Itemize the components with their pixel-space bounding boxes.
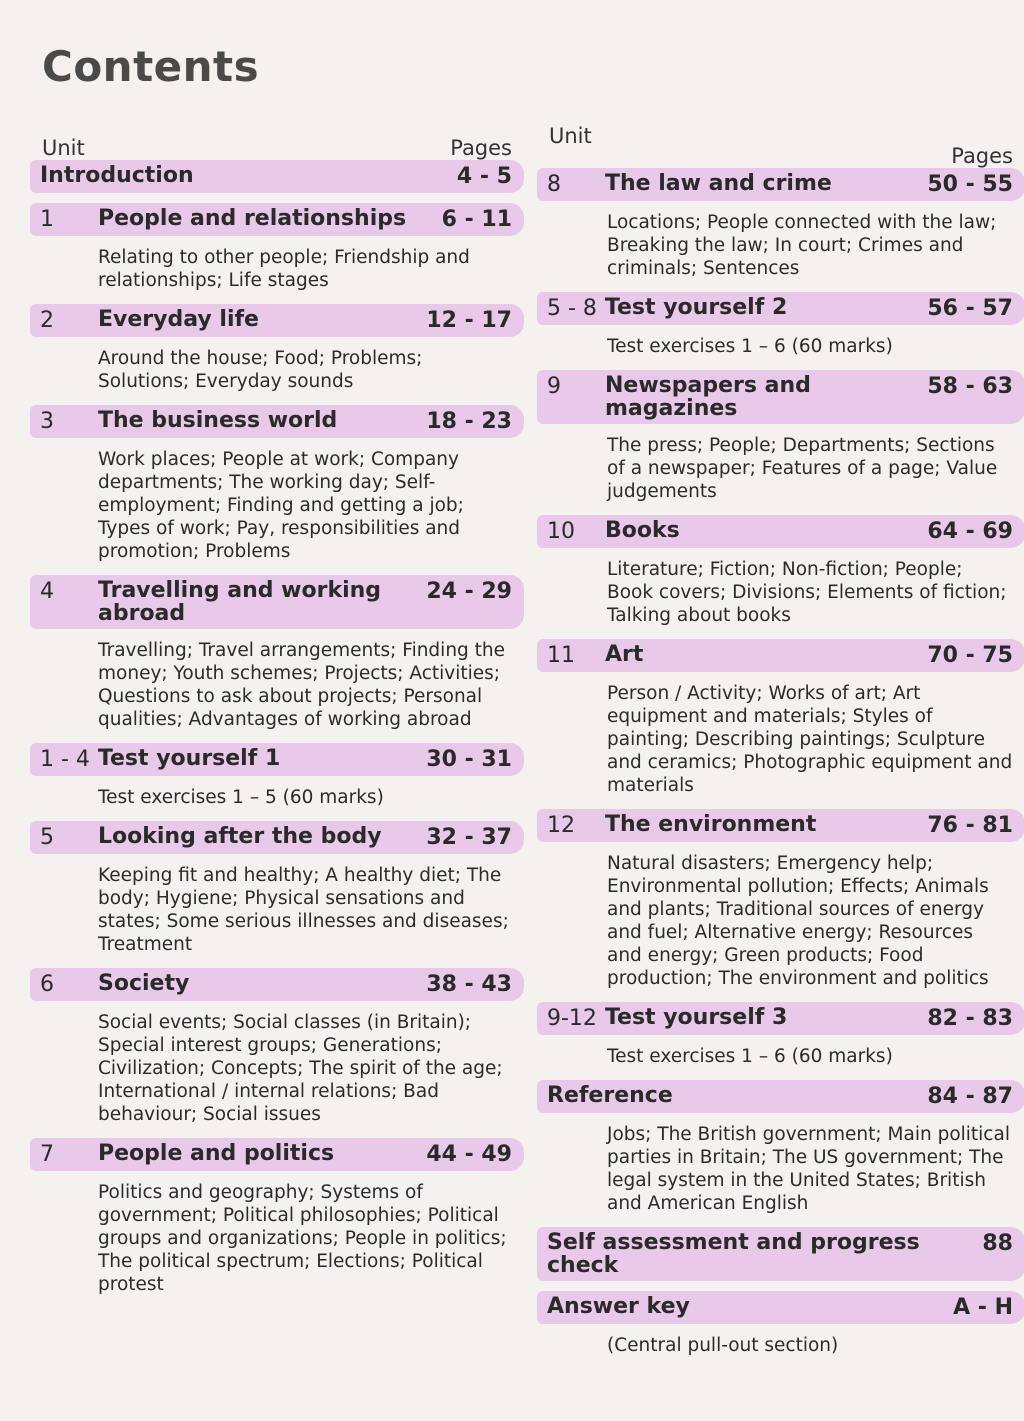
- unit-heading-bar: [537, 168, 1024, 201]
- unit-title: Reference: [547, 1083, 673, 1109]
- contents-entry: [537, 639, 1024, 809]
- page-range: 56 - 57: [927, 296, 1013, 321]
- unit-topics: Around the house; Food; Problems; Solutions; Everyday sounds: [98, 348, 423, 392]
- page-range: 70 - 75: [927, 643, 1013, 669]
- unit-number: 6: [40, 972, 54, 998]
- unit-heading-bar: [30, 405, 524, 438]
- unit-heading-bar: [30, 1138, 524, 1171]
- unit-title: Travelling and working abroad: [98, 578, 382, 627]
- unit-title: Introduction: [40, 163, 194, 188]
- unit-title: Society: [98, 971, 190, 997]
- contents-entry: [30, 743, 524, 821]
- unit-heading-bar: [537, 639, 1024, 672]
- page-range: 30 - 31: [426, 747, 512, 773]
- unit-topics: Social events; Social classes (in Britain); Special interest groups; Generations; Civilization; Concepts; The spirit of the age; International / internal relations; Bad behaviour; Social issues: [98, 1012, 503, 1126]
- unit-heading-bar: [30, 160, 524, 193]
- contents-entry: [537, 370, 1024, 515]
- unit-header: Unit: [549, 124, 592, 148]
- left-column-header: [30, 120, 524, 160]
- unit-topics: Relating to other people; Friendship and relationships; Life stages: [98, 247, 470, 291]
- unit-header: Unit: [42, 136, 85, 160]
- unit-title: Test yourself 3: [604, 1005, 788, 1031]
- page-range: 32 - 37: [426, 825, 512, 851]
- pages-header: Pages: [951, 144, 1013, 168]
- unit-title: Self assessment and progress check: [547, 1230, 920, 1279]
- unit-number: 1: [40, 207, 54, 232]
- unit-title: Test yourself 1: [97, 746, 281, 772]
- unit-heading-bar: [30, 575, 524, 629]
- unit-title: The business world: [98, 408, 338, 433]
- page-range: 88: [982, 1231, 1013, 1257]
- unit-title: Everyday life: [98, 307, 259, 332]
- contents-entry: [537, 1291, 1024, 1369]
- unit-heading-bar: [30, 304, 524, 337]
- unit-title: Answer key: [547, 1294, 690, 1320]
- page-range: 4 - 5: [456, 164, 512, 189]
- unit-number: 3: [40, 409, 54, 434]
- unit-topics: The press; People; Departments; Sections of a newspaper; Features of a page; Value judgements: [607, 435, 998, 503]
- contents-entry: [537, 168, 1024, 292]
- unit-heading-bar: [30, 743, 524, 776]
- unit-topics: Person / Activity; Works of art; Art equipment and materials; Styles of painting; Describing paintings; Sculpture and ceramics; Photographic equipment and materials: [607, 683, 1013, 797]
- unit-title: Art: [605, 642, 644, 668]
- unit-topics: Literature; Fiction; Non-fiction; People; Book covers; Divisions; Elements of fiction; Talking about books: [607, 559, 1007, 627]
- right-column-header: [537, 120, 1024, 168]
- page-range: 18 - 23: [426, 409, 512, 434]
- contents-entry: [537, 1002, 1024, 1080]
- unit-number: 5: [40, 825, 54, 851]
- unit-title: People and relationships: [98, 206, 407, 231]
- contents-entry: [30, 1138, 524, 1308]
- unit-number: 5 - 8: [547, 296, 597, 321]
- unit-topics: Jobs; The British government; Main political parties in Britain; The US government; The legal system in the United States; British and American English: [607, 1124, 1010, 1215]
- unit-number: 4: [40, 579, 54, 604]
- unit-title: Looking after the body: [98, 824, 382, 850]
- unit-number: 11: [547, 643, 575, 669]
- page-range: 84 - 87: [927, 1084, 1013, 1110]
- unit-number: 7: [40, 1142, 54, 1168]
- unit-title: The environment: [605, 812, 817, 838]
- unit-heading-bar: [537, 1227, 1024, 1281]
- page-range: 38 - 43: [426, 972, 512, 998]
- unit-title: People and politics: [98, 1141, 335, 1167]
- unit-topics: Test exercises 1 – 6 (60 marks): [607, 1046, 893, 1068]
- unit-number: 9: [547, 374, 561, 399]
- unit-heading-bar: [537, 292, 1024, 325]
- unit-number: 1 - 4: [40, 747, 90, 773]
- unit-heading-bar: [537, 1291, 1024, 1324]
- contents-entry: [30, 160, 524, 193]
- contents-entry: [30, 968, 524, 1138]
- page-range: 12 - 17: [426, 308, 512, 333]
- unit-topics: Test exercises 1 – 5 (60 marks): [98, 787, 384, 809]
- unit-heading-bar: [537, 809, 1024, 842]
- unit-topics: Test exercises 1 – 6 (60 marks): [607, 336, 893, 357]
- page-range: A - H: [953, 1295, 1013, 1321]
- page-range: 6 - 11: [441, 207, 512, 232]
- unit-topics: Locations; People connected with the law; Breaking the law; In court; Crimes and criminals; Sentences: [607, 212, 997, 279]
- unit-heading-bar: [537, 370, 1024, 424]
- unit-topics: Natural disasters; Emergency help; Environmental pollution; Effects; Animals and plants; Traditional sources of energy and fuel; Alternative energy; Resources and energy; Green products; Food production; The environment and politics: [607, 853, 989, 990]
- unit-heading-bar: [30, 968, 524, 1001]
- contents-entry: [537, 1080, 1024, 1227]
- page-range: 82 - 83: [927, 1006, 1013, 1032]
- unit-number: 9-12: [547, 1006, 597, 1032]
- contents-entry: [30, 575, 524, 743]
- unit-topics: Politics and geography; Systems of government; Political philosophies; Political groups and organizations; People in politics; The political spectrum; Elections; Political protest: [98, 1182, 507, 1296]
- page-range: 24 - 29: [426, 579, 512, 604]
- unit-heading-bar: [537, 515, 1024, 548]
- contents-entry: [30, 304, 524, 405]
- page-range: 64 - 69: [927, 519, 1013, 545]
- contents-entry: [537, 292, 1024, 370]
- unit-number: 2: [40, 308, 54, 333]
- unit-title: Newspapers and magazines: [605, 373, 811, 422]
- unit-title: The law and crime: [605, 171, 832, 196]
- unit-heading-bar: [537, 1080, 1024, 1113]
- page-range: 50 - 55: [927, 172, 1013, 197]
- contents-entry: [537, 809, 1024, 1002]
- page-range: 76 - 81: [927, 813, 1013, 839]
- unit-heading-bar: [537, 1002, 1024, 1035]
- contents-entry: [30, 821, 524, 968]
- right-column: [537, 120, 1024, 1369]
- unit-heading-bar: [30, 203, 524, 236]
- contents-entry: [537, 1227, 1024, 1281]
- unit-topics: (Central pull-out section): [607, 1335, 839, 1357]
- unit-topics: Travelling; Travel arrangements; Finding the money; Youth schemes; Projects; Activities; Questions to ask about projects; Personal qualities; Advantages of working abroad: [98, 640, 506, 731]
- unit-topics: Keeping fit and healthy; A healthy diet; The body; Hygiene; Physical sensations and states; Some serious illnesses and diseases; Treatment: [98, 865, 509, 956]
- contents-entry: [537, 515, 1024, 639]
- contents-entry: [30, 405, 524, 575]
- unit-title: Books: [605, 518, 680, 544]
- page-title: Contents: [42, 42, 260, 91]
- unit-topics: Work places; People at work; Company departments; The working day; Self-employment; Finding and getting a job; Types of work; Pay, responsibilities and promotion; Problems: [98, 449, 464, 562]
- left-column: [30, 120, 524, 1308]
- unit-heading-bar: [30, 821, 524, 854]
- unit-number: 12: [547, 813, 575, 839]
- unit-number: 10: [547, 519, 575, 545]
- pages-header: Pages: [450, 136, 512, 160]
- unit-number: 8: [547, 172, 561, 197]
- contents-entry: [30, 203, 524, 304]
- page-range: 58 - 63: [927, 374, 1013, 399]
- unit-title: Test yourself 2: [604, 295, 788, 320]
- page-range: 44 - 49: [426, 1142, 512, 1168]
